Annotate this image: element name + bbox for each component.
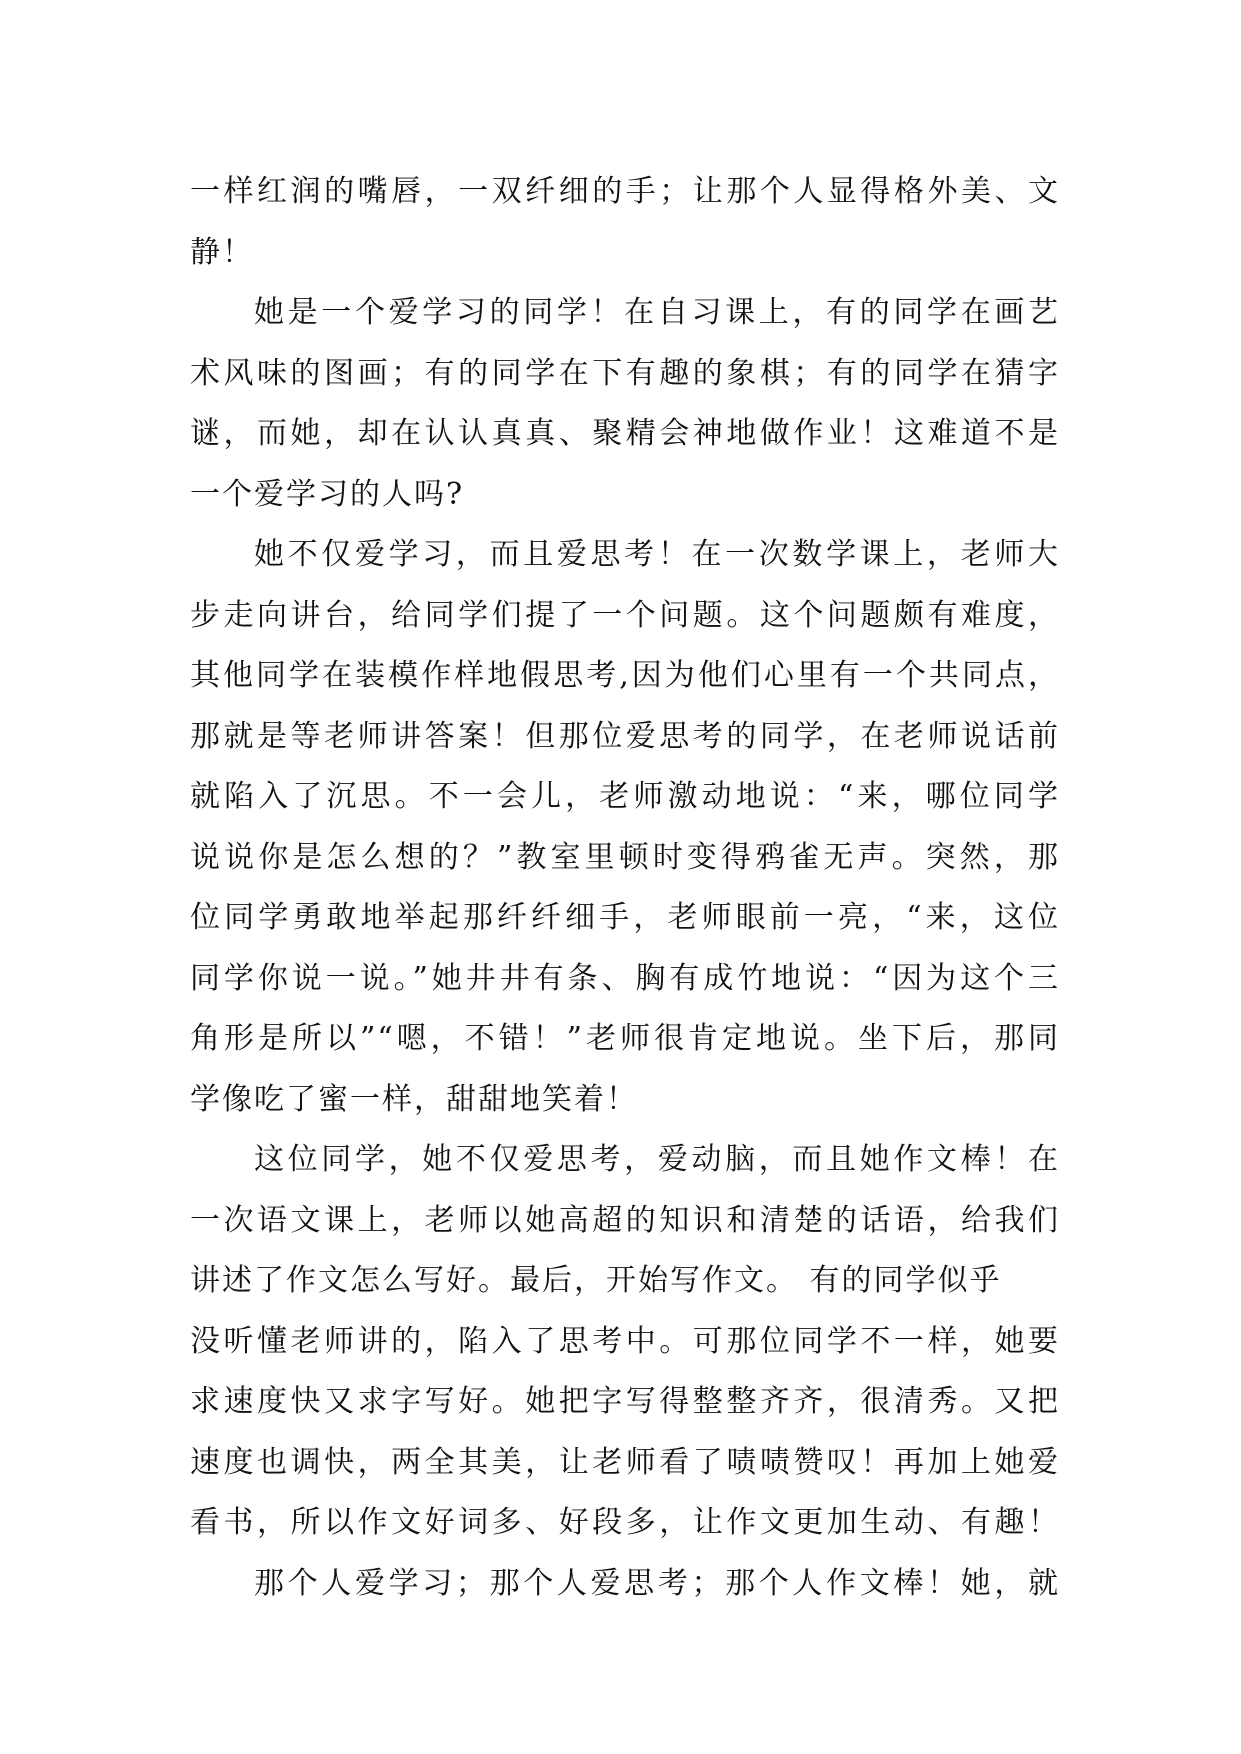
text-line: 一个爱学习的人吗?	[190, 476, 465, 512]
text-line: 那就是等老师讲答案！但那位爱思考的同学，在老师说话前	[190, 718, 1060, 754]
paragraph-first-line: 这位同学，她不仅爱思考，爱动脑，而且她作文棒！在	[254, 1142, 1060, 1177]
paragraph-first-line: 那个人爱学习；那个人爱思考；那个人作文棒！她，就	[254, 1565, 1060, 1601]
text-line: 角形是所以”“嗯，不错！”老师很肯定地说。坐下后，那同	[190, 1021, 1060, 1056]
paragraph-first-line: 她是一个爱学习的同学！在自习课上，有的同学在画艺	[254, 295, 1060, 330]
text-line: 讲述了作文怎么写好。最后，开始写作文。 有的同学似乎	[190, 1263, 1002, 1298]
text-line: 速度也调快，两全其美，让老师看了啧啧赞叹！再加上她爱	[190, 1444, 1060, 1480]
text-line: 谜，而她，却在认认真真、聚精会神地做作业！这难道不是	[190, 416, 1060, 451]
text-line: 没听懂老师讲的，陷入了思考中。可那位同学不一样，她要	[190, 1323, 1060, 1359]
text-line: 一次语文课上，老师以她高超的知识和清楚的话语，给我们	[190, 1202, 1060, 1238]
text-line: 步走向讲台，给同学们提了一个问题。这个问题颇有难度，	[190, 597, 1060, 633]
paragraph-first-line: 她不仅爱学习，而且爱思考！在一次数学课上，老师大	[254, 537, 1060, 572]
text-line: 就陷入了沉思。不一会儿，老师激动地说：“来，哪位同学	[190, 779, 1060, 814]
text-line: 静！	[190, 234, 254, 270]
text-line: 同学你说一说。”她井井有条、胸有成竹地说：“因为这个三	[190, 960, 1060, 996]
text-line: 一样红润的嘴唇，一双纤细的手；让那个人显得格外美、文	[190, 174, 1060, 209]
text-line: 说说你是怎么想的？”教室里顿时变得鸦雀无声。突然，那	[190, 839, 1060, 875]
text-line: 位同学勇敢地举起那纤纤细手，老师眼前一亮，“来，这位	[190, 900, 1060, 935]
essay-body	[190, 162, 1060, 1614]
text-line: 其他同学在装模作样地假思考,因为他们心里有一个共同点，	[190, 658, 1060, 693]
text-line: 求速度快又求字写好。她把字写得整整齐齐，很清秀。又把	[190, 1384, 1060, 1419]
text-line: 学像吃了蜜一样，甜甜地笑着！	[190, 1081, 638, 1117]
text-line: 看书，所以作文好词多、好段多，让作文更加生动、有趣！	[190, 1505, 1060, 1540]
text-line: 术风味的图画；有的同学在下有趣的象棋；有的同学在猜字	[190, 355, 1060, 391]
